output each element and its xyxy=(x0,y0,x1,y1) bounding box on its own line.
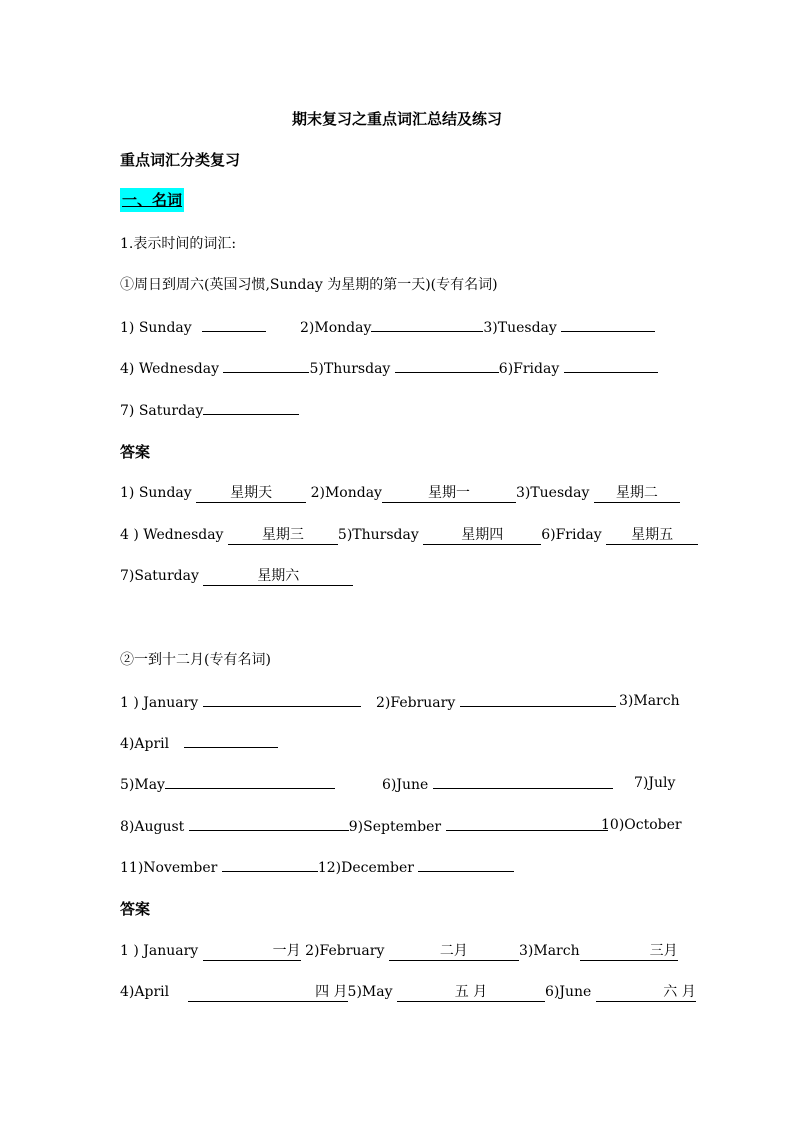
exercise-row xyxy=(120,357,658,377)
answer-prompt: 1) Sunday xyxy=(120,485,192,501)
answer-blank[interactable] xyxy=(371,316,483,332)
answer-prompt: 5)May xyxy=(347,984,393,1000)
section-heading: 重点词汇分类复习 xyxy=(120,151,241,169)
answer-value: 星期四 xyxy=(423,527,541,545)
prompt-march: 3)March xyxy=(619,693,680,709)
answer-blank[interactable] xyxy=(189,815,349,831)
answer-prompt: 7)Saturday xyxy=(120,568,199,584)
sub-heading-months: ②一到十二月(专有名词) xyxy=(120,652,271,668)
prompt-sunday: 1) Sunday xyxy=(120,320,192,336)
answer-prompt: 6)Friday xyxy=(541,527,602,543)
answer-row xyxy=(120,941,519,961)
exercise-row xyxy=(120,399,299,419)
answer-value: 三月 xyxy=(580,943,678,961)
exercise-row xyxy=(376,691,616,711)
answer-blank[interactable] xyxy=(202,316,266,332)
answer-value: 星期五 xyxy=(606,527,698,545)
answer-blank[interactable] xyxy=(203,399,299,415)
exercise-row xyxy=(120,773,335,793)
answer-blank[interactable] xyxy=(460,691,616,707)
prompt-september: 9)September xyxy=(348,819,442,835)
prompt-friday: 6)Friday xyxy=(498,361,560,377)
answer-blank[interactable] xyxy=(395,357,499,373)
answer-prompt: 4 ) Wednesday xyxy=(120,527,224,543)
answer-row xyxy=(120,982,696,1002)
page-title: 期末复习之重点词汇总结及练习 xyxy=(291,110,502,128)
answer-value: 星期二 xyxy=(594,485,680,503)
prompt-august: 8)August xyxy=(120,819,185,835)
prompt-wednesday: 4) Wednesday xyxy=(120,361,220,377)
answer-blank[interactable] xyxy=(564,357,658,373)
answer-row xyxy=(519,941,678,961)
prompt-saturday: 7) Saturday xyxy=(120,403,204,419)
part-heading: 一、名词 xyxy=(120,188,184,212)
answer-blank[interactable] xyxy=(222,856,318,872)
answer-value: 五 月 xyxy=(397,984,545,1002)
prompt-may: 5)May xyxy=(120,777,165,793)
exercise-row xyxy=(120,691,361,711)
answer-value: 六 月 xyxy=(596,984,696,1002)
item-heading: 1.表示时间的词汇: xyxy=(120,236,237,252)
part-heading-row xyxy=(120,188,184,214)
answer-blank[interactable] xyxy=(418,856,514,872)
exercise-row xyxy=(120,815,608,835)
answer-blank[interactable] xyxy=(165,773,335,789)
answer-value: 星期三 xyxy=(228,527,338,545)
answer-blank[interactable] xyxy=(446,815,608,831)
answer-row xyxy=(120,525,698,545)
answer-heading: 答案 xyxy=(120,443,151,461)
answer-blank[interactable] xyxy=(184,732,278,748)
answer-row xyxy=(120,483,680,503)
answer-row xyxy=(120,566,353,586)
answer-value: 星期一 xyxy=(382,485,516,503)
answer-prompt: 3)Tuesday xyxy=(515,485,590,501)
answer-blank[interactable] xyxy=(433,773,613,789)
prompt-july: 7)July xyxy=(634,775,676,791)
answer-prompt: 2)February xyxy=(305,943,385,959)
prompt-january: 1 ) January xyxy=(120,695,199,711)
answer-prompt: 3)March xyxy=(519,943,580,959)
exercise-row xyxy=(120,856,514,876)
answer-blank[interactable] xyxy=(223,357,309,373)
answer-value: 二月 xyxy=(389,943,519,961)
prompt-october: 10)October xyxy=(601,817,682,833)
prompt-monday: 2)Monday xyxy=(300,320,372,336)
prompt-april: 4)April xyxy=(120,736,170,752)
answer-blank[interactable] xyxy=(561,316,655,332)
answer-prompt: 5)Thursday xyxy=(337,527,419,543)
prompt-june: 6)June xyxy=(382,777,429,793)
exercise-row xyxy=(382,773,613,793)
answer-prompt: 2)Monday xyxy=(310,485,382,501)
prompt-december: 12)December xyxy=(317,860,414,876)
prompt-thursday: 5)Thursday xyxy=(309,361,391,377)
answer-blank[interactable] xyxy=(203,691,361,707)
answer-value: 四 月 xyxy=(188,984,348,1002)
exercise-row xyxy=(120,732,278,752)
answer-prompt: 4)April xyxy=(120,984,170,1000)
prompt-november: 11)November xyxy=(120,860,218,876)
answer-prompt: 1 ) January xyxy=(120,943,199,959)
answer-value: 星期六 xyxy=(203,568,353,586)
exercise-row xyxy=(300,316,655,336)
sub-heading-days: ①周日到周六(英国习惯,Sunday 为星期的第一天)(专有名词) xyxy=(120,277,498,293)
exercise-row xyxy=(120,316,266,336)
answer-prompt: 6)June xyxy=(544,984,592,1000)
answer-value: 星期天 xyxy=(196,485,306,503)
answer-heading: 答案 xyxy=(120,900,151,918)
prompt-february: 2)February xyxy=(376,695,456,711)
answer-value: 一月 xyxy=(203,943,301,961)
prompt-tuesday: 3)Tuesday xyxy=(483,320,557,336)
